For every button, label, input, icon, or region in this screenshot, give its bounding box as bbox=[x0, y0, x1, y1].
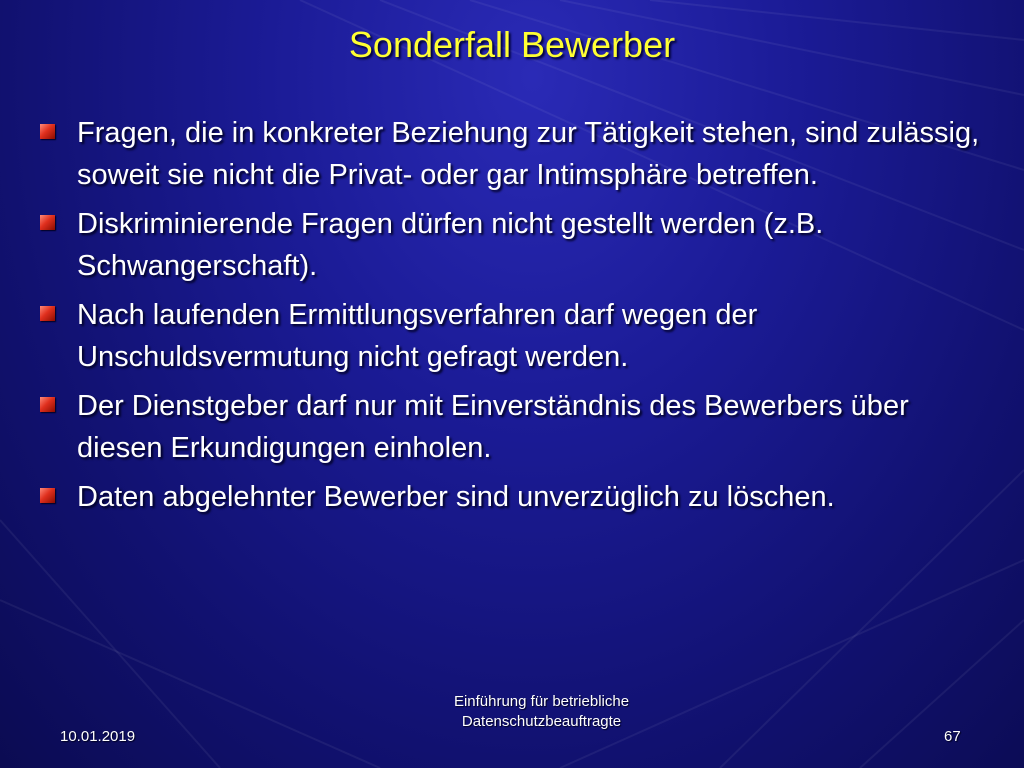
footer-title-line-1: Einführung für betriebliche bbox=[453, 693, 630, 710]
square-bullet-icon bbox=[40, 306, 55, 321]
bullet-item bbox=[40, 476, 990, 518]
square-bullet-icon bbox=[40, 488, 55, 503]
square-bullet-icon bbox=[40, 124, 55, 139]
bullet-text: Fragen, die in konkreter Beziehung zur Tätigkeit stehen, sind zulässig, soweit sie nicht die Privat- oder gar Intimsphäre betreffen. bbox=[77, 117, 980, 191]
bullet-item bbox=[40, 294, 990, 378]
square-bullet-icon bbox=[40, 215, 55, 230]
footer-date: 10.01.2019 bbox=[60, 728, 136, 745]
bullet-item bbox=[40, 112, 990, 196]
bullet-text: Der Dienstgeber darf nur mit Einverständnis des Bewerbers über diesen Erkundigungen einholen. bbox=[77, 390, 909, 464]
square-bullet-icon bbox=[40, 397, 55, 412]
footer-title-line-2: Datenschutzbeauftragte bbox=[461, 713, 622, 730]
slide-title: Sonderfall Bewerber bbox=[348, 24, 676, 65]
bullet-list bbox=[40, 112, 990, 525]
bullet-text: Daten abgelehnter Bewerber sind unverzüglich zu löschen. bbox=[77, 481, 835, 513]
footer-page-number: 67 bbox=[944, 728, 961, 745]
footer-presentation-title bbox=[0, 692, 1024, 732]
bullet-text: Nach laufenden Ermittlungsverfahren darf wegen der Unschuldsvermutung nicht gefragt werden. bbox=[77, 299, 758, 373]
bullet-item bbox=[40, 385, 990, 469]
bullet-text: Diskriminierende Fragen dürfen nicht gestellt werden (z.B. Schwangerschaft). bbox=[77, 208, 824, 282]
bullet-item bbox=[40, 203, 990, 287]
